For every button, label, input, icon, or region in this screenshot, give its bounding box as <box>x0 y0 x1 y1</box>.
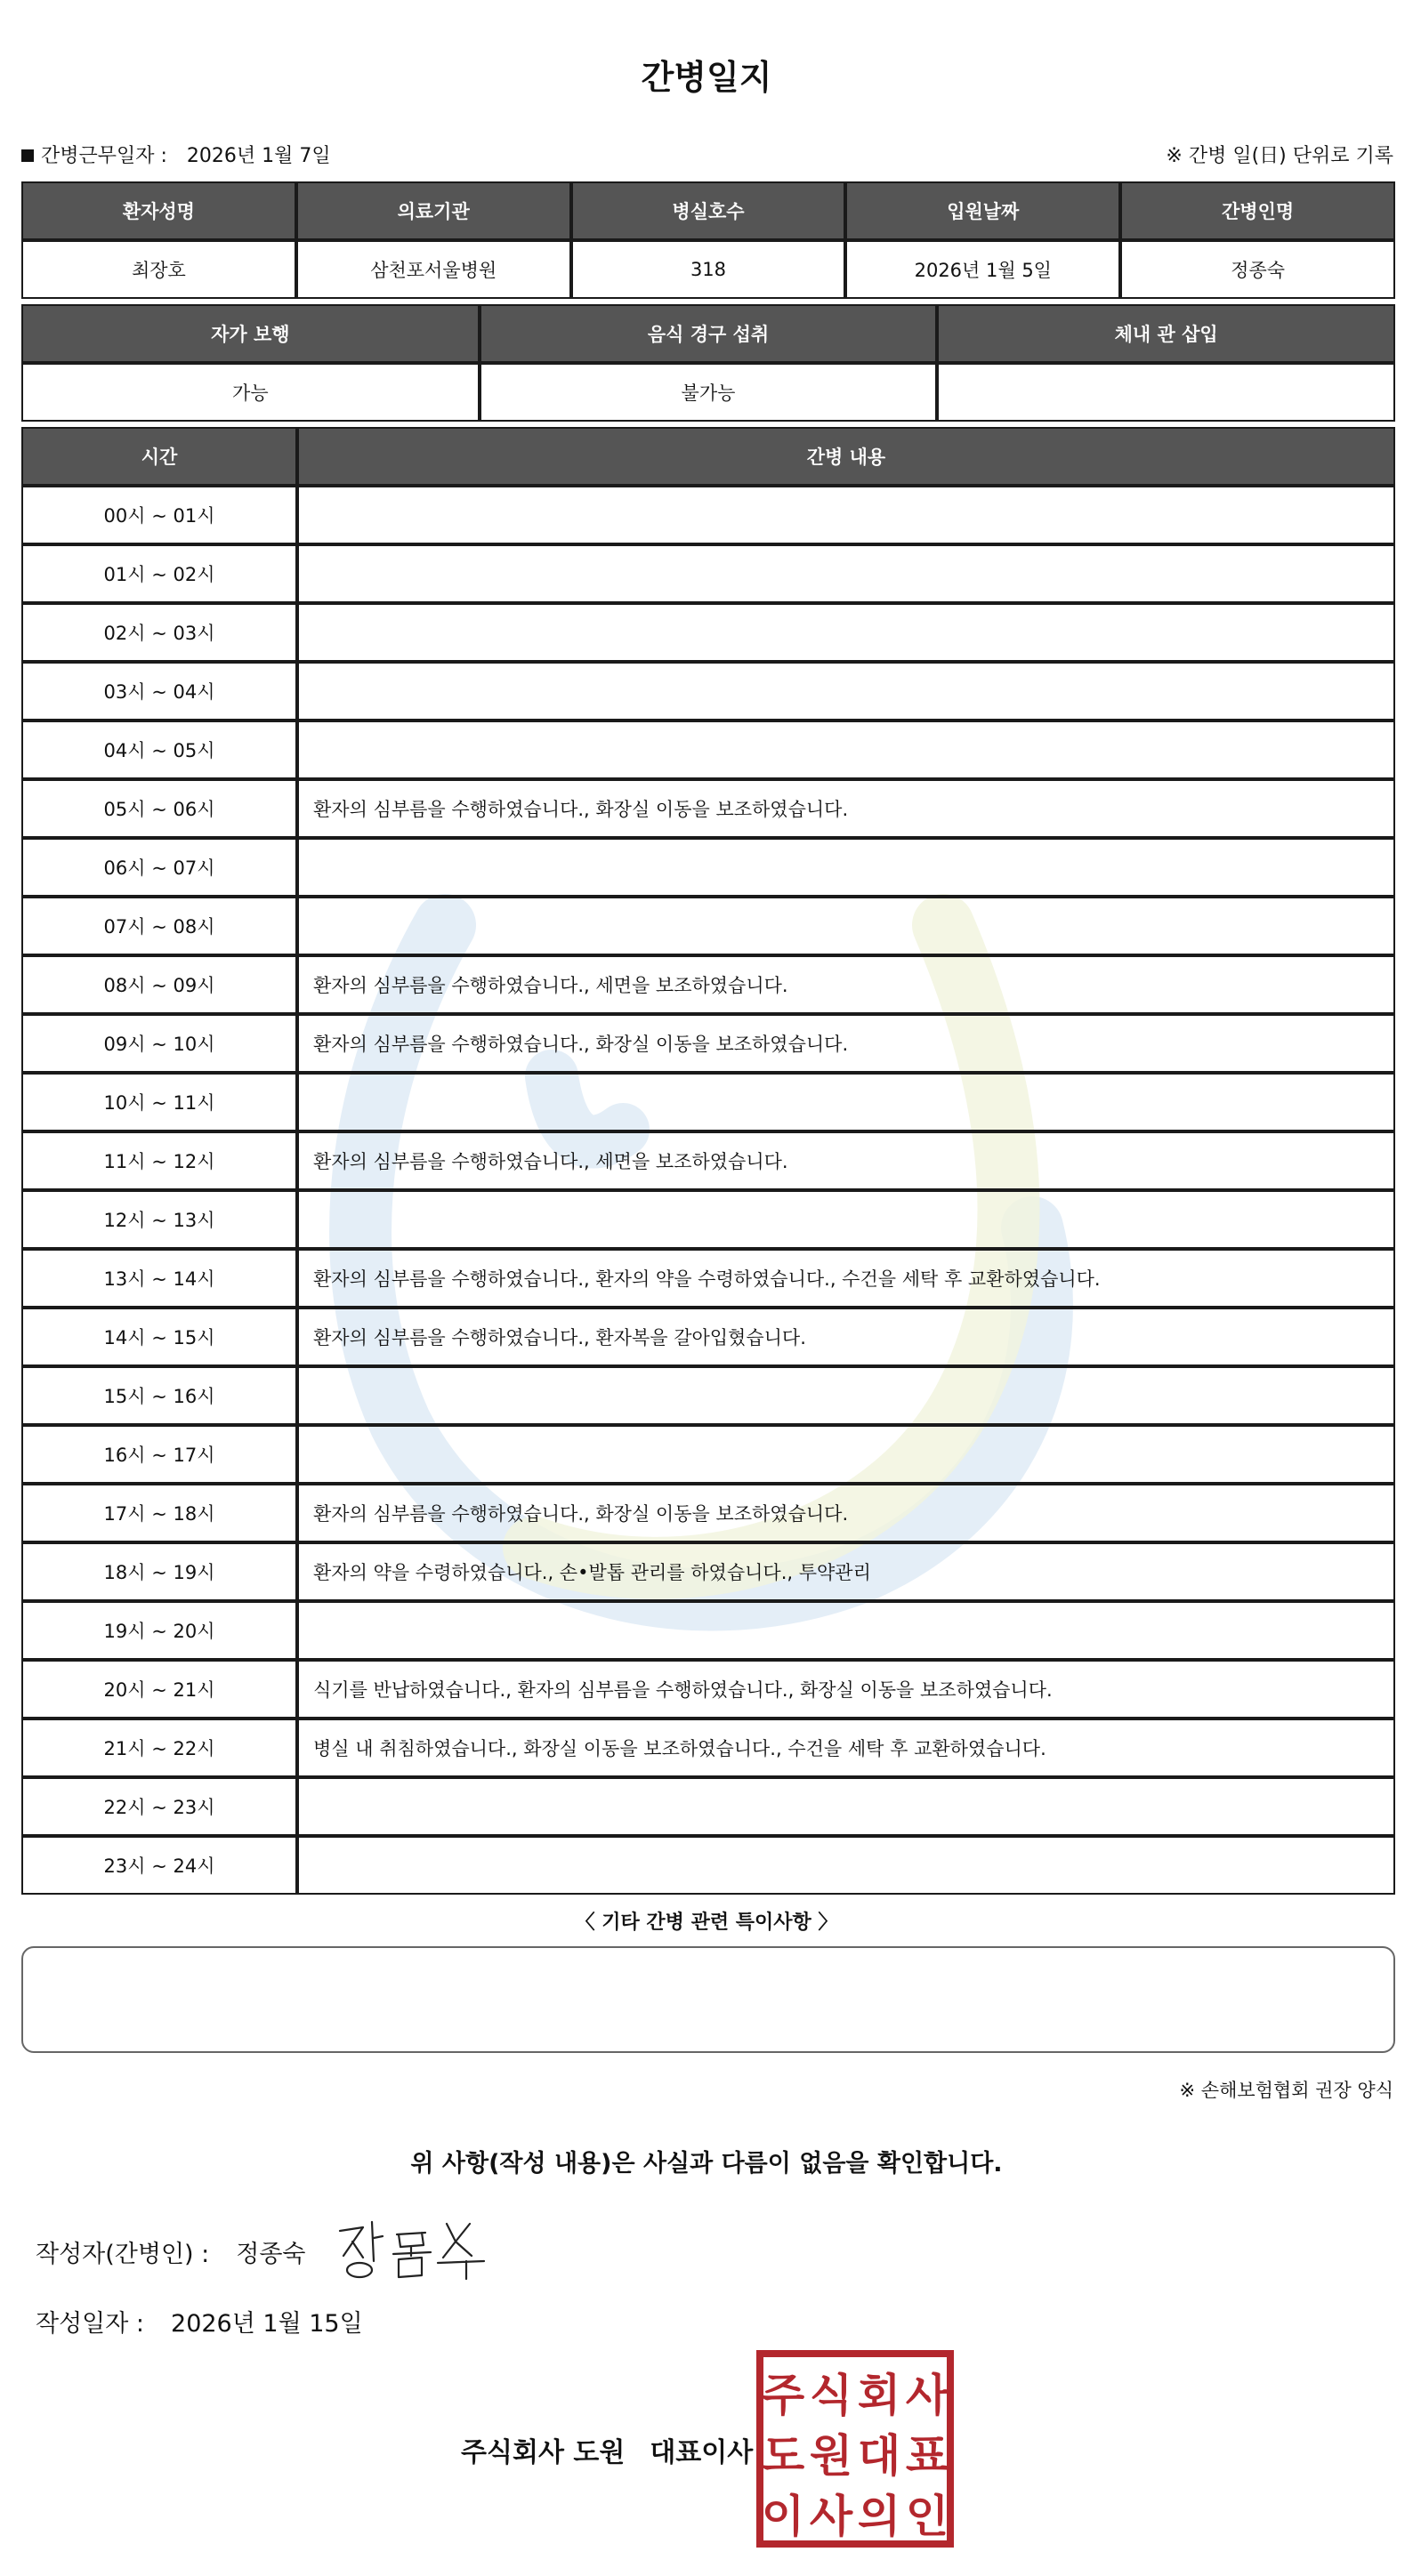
representative-title: 대표이사 <box>650 2437 754 2468</box>
log-time: 05시 ~ 06시 <box>21 779 297 838</box>
writer-label: 작성자(간병인) : <box>36 2241 210 2268</box>
log-content: 환자의 심부름을 수행하였습니다., 화장실 이동을 보조하였습니다. <box>297 779 1395 838</box>
log-time: 21시 ~ 22시 <box>21 1719 297 1777</box>
log-content <box>297 1777 1395 1836</box>
seal-char: 도 <box>761 2430 805 2482</box>
header-oral-intake: 음식 경구 섭취 <box>480 304 938 363</box>
log-content <box>297 662 1395 720</box>
log-row <box>21 1366 1395 1425</box>
log-time: 17시 ~ 18시 <box>21 1484 297 1542</box>
log-time: 19시 ~ 20시 <box>21 1601 297 1660</box>
walking-value: 가능 <box>21 363 480 422</box>
log-content <box>297 1366 1395 1425</box>
log-content <box>297 544 1395 603</box>
log-time: 15시 ~ 16시 <box>21 1366 297 1425</box>
written-date-value: 2026년 1월 15일 <box>171 2310 363 2338</box>
work-date-value: 2026년 1월 7일 <box>186 145 331 167</box>
log-row <box>21 838 1395 897</box>
notes-title: 〈 기타 간병 관련 특이사항 〉 <box>575 1912 838 1934</box>
seal-char: 의 <box>857 2491 901 2542</box>
log-time: 16시 ~ 17시 <box>21 1425 297 1484</box>
log-time: 07시 ~ 08시 <box>21 897 297 955</box>
log-time: 01시 ~ 02시 <box>21 544 297 603</box>
log-row <box>21 1249 1395 1308</box>
log-content: 병실 내 취침하였습니다., 화장실 이동을 보조하였습니다., 수건을 세탁 후 교환하였습니다. <box>297 1719 1395 1777</box>
log-content: 환자의 심부름을 수행하였습니다., 환자의 약을 수령하였습니다., 수건을 세탁 후 교환하였습니다. <box>297 1249 1395 1308</box>
patient-status-table <box>21 304 1395 422</box>
log-content <box>297 1190 1395 1249</box>
log-time: 14시 ~ 15시 <box>21 1308 297 1366</box>
log-time: 10시 ~ 11시 <box>21 1073 297 1131</box>
log-row <box>21 1190 1395 1249</box>
log-row <box>21 720 1395 779</box>
log-row <box>21 1131 1395 1190</box>
work-date <box>21 141 331 168</box>
log-time: 04시 ~ 05시 <box>21 720 297 779</box>
company-seal <box>756 2350 954 2548</box>
log-row <box>21 544 1395 603</box>
written-date-line <box>36 2304 363 2339</box>
seal-char: 사 <box>905 2370 949 2421</box>
log-content: 환자의 심부름을 수행하였습니다., 화장실 이동을 보조하였습니다. <box>297 1484 1395 1542</box>
company-line <box>461 2430 753 2469</box>
header-patient-name: 환자성명 <box>21 181 296 240</box>
square-bullet-icon <box>21 149 34 162</box>
header-hospital: 의료기관 <box>296 181 571 240</box>
log-row <box>21 897 1395 955</box>
log-row <box>21 1601 1395 1660</box>
log-content: 환자의 심부름을 수행하였습니다., 환자복을 갈아입혔습니다. <box>297 1308 1395 1366</box>
oral-intake-value: 불가능 <box>480 363 938 422</box>
log-row <box>21 486 1395 544</box>
log-content: 환자의 심부름을 수행하였습니다., 세면을 보조하였습니다. <box>297 955 1395 1014</box>
seal-char: 주 <box>761 2370 805 2421</box>
log-time: 11시 ~ 12시 <box>21 1131 297 1190</box>
log-row <box>21 1014 1395 1073</box>
header-walking: 자가 보행 <box>21 304 480 363</box>
seal-char: 인 <box>905 2491 949 2542</box>
header-admission-date: 입원날짜 <box>845 181 1120 240</box>
log-row <box>21 1836 1395 1895</box>
log-time: 06시 ~ 07시 <box>21 838 297 897</box>
header-time: 시간 <box>21 427 297 486</box>
log-row <box>21 1660 1395 1719</box>
log-time: 03시 ~ 04시 <box>21 662 297 720</box>
log-row <box>21 662 1395 720</box>
log-time: 09시 ~ 10시 <box>21 1014 297 1073</box>
seal-char: 대 <box>857 2430 901 2482</box>
header-tube: 체내 관 삽입 <box>937 304 1395 363</box>
hospital-name: 삼천포서울병원 <box>296 240 571 299</box>
log-content <box>297 1601 1395 1660</box>
log-row <box>21 603 1395 662</box>
patient-name: 최장호 <box>21 240 296 299</box>
writer-line <box>36 2234 306 2269</box>
log-content: 환자의 심부름을 수행하였습니다., 화장실 이동을 보조하였습니다. <box>297 1014 1395 1073</box>
log-content <box>297 838 1395 897</box>
log-row <box>21 1719 1395 1777</box>
seal-char: 표 <box>905 2430 949 2482</box>
log-time: 00시 ~ 01시 <box>21 486 297 544</box>
admission-date: 2026년 1월 5일 <box>845 240 1120 299</box>
seal-char: 원 <box>809 2430 853 2482</box>
log-row <box>21 1484 1395 1542</box>
log-time: 08시 ~ 09시 <box>21 955 297 1014</box>
log-row <box>21 955 1395 1014</box>
log-time: 18시 ~ 19시 <box>21 1542 297 1601</box>
seal-char: 사 <box>809 2491 853 2542</box>
writer-name: 정종숙 <box>236 2241 306 2268</box>
log-time: 12시 ~ 13시 <box>21 1190 297 1249</box>
care-log-table <box>21 427 1395 1895</box>
log-time: 13시 ~ 14시 <box>21 1249 297 1308</box>
log-time: 23시 ~ 24시 <box>21 1836 297 1895</box>
company-name: 주식회사 도원 <box>461 2437 626 2468</box>
log-content <box>297 1073 1395 1131</box>
log-content: 환자의 약을 수령하였습니다., 손•발톱 관리를 하였습니다., 투약관리 <box>297 1542 1395 1601</box>
log-content <box>297 1425 1395 1484</box>
log-content <box>297 1836 1395 1895</box>
log-content: 식기를 반납하였습니다., 환자의 심부름을 수행하였습니다., 화장실 이동을 보조하였습니다. <box>297 1660 1395 1719</box>
document-title: 간병일지 <box>641 58 772 97</box>
confirmation-statement: 위 사항(작성 내용)은 사실과 다름이 없음을 확인합니다. <box>410 2150 1003 2178</box>
seal-char: 회 <box>857 2370 901 2421</box>
log-content: 환자의 심부름을 수행하였습니다., 세면을 보조하였습니다. <box>297 1131 1395 1190</box>
seal-char: 이 <box>761 2491 805 2542</box>
header-care-content: 간병 내용 <box>297 427 1395 486</box>
insurance-note: ※ 손해보험협회 권장 양식 <box>1179 2080 1393 2101</box>
log-content <box>297 486 1395 544</box>
room-number: 318 <box>571 240 846 299</box>
handwritten-signature <box>333 2204 493 2284</box>
record-unit-note: ※ 간병 일(日) 단위로 기록 <box>1166 145 1393 167</box>
log-row <box>21 1542 1395 1601</box>
header-caregiver: 간병인명 <box>1120 181 1395 240</box>
notes-box <box>21 1946 1395 2053</box>
header-room: 병실호수 <box>571 181 846 240</box>
log-time: 02시 ~ 03시 <box>21 603 297 662</box>
log-content <box>297 603 1395 662</box>
tube-value <box>937 363 1395 422</box>
log-row <box>21 1308 1395 1366</box>
log-content <box>297 720 1395 779</box>
log-time: 20시 ~ 21시 <box>21 1660 297 1719</box>
log-row <box>21 1425 1395 1484</box>
log-row <box>21 779 1395 838</box>
work-date-label: 간병근무일자 : <box>41 145 167 167</box>
patient-info-table <box>21 181 1395 299</box>
seal-char: 식 <box>809 2370 853 2421</box>
log-row <box>21 1777 1395 1836</box>
caregiver-name: 정종숙 <box>1120 240 1395 299</box>
written-date-label: 작성일자 : <box>36 2310 145 2338</box>
log-content <box>297 897 1395 955</box>
log-time: 22시 ~ 23시 <box>21 1777 297 1836</box>
log-row <box>21 1073 1395 1131</box>
